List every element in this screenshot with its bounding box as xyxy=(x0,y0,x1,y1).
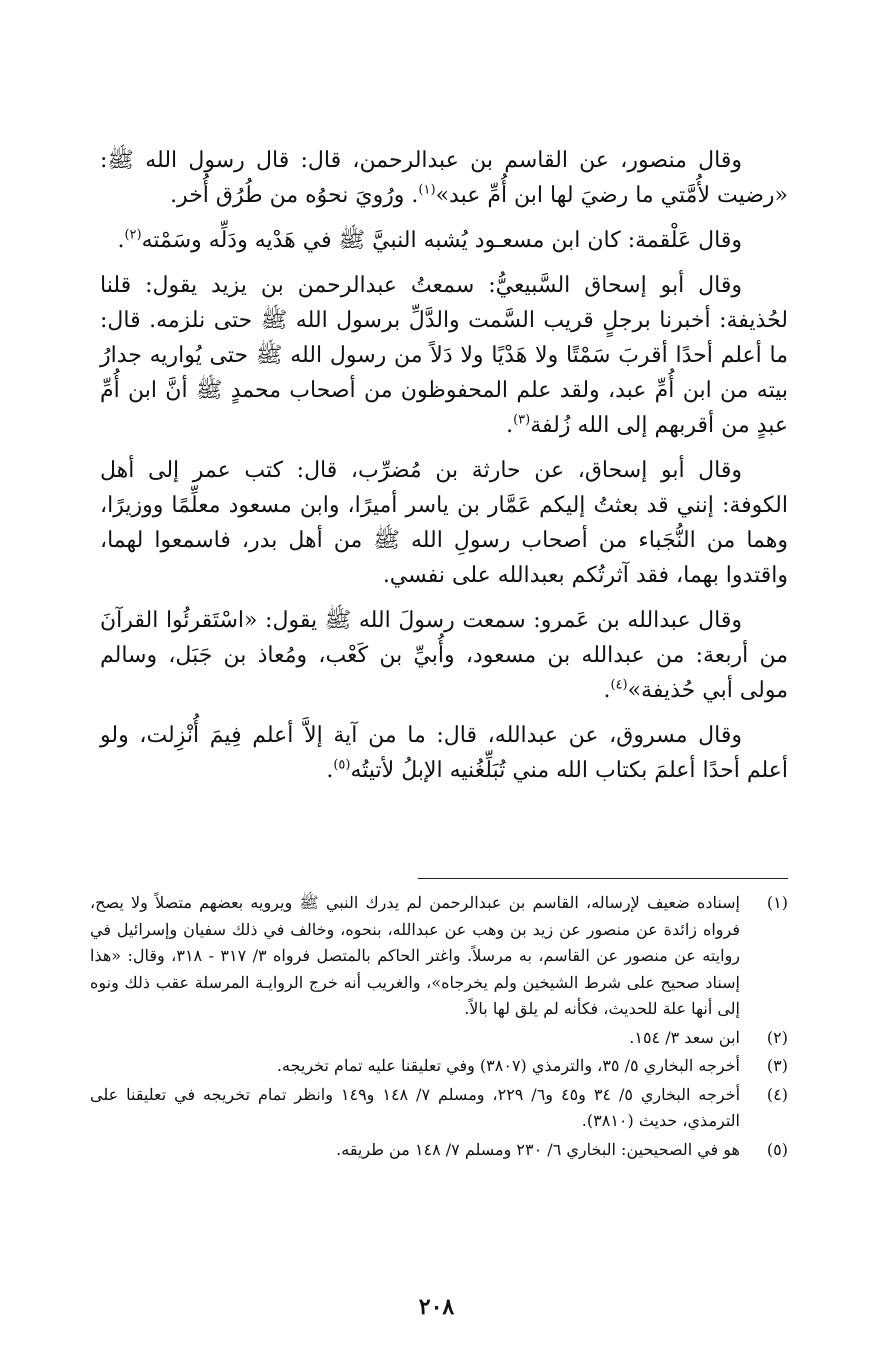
footnote xyxy=(90,1082,788,1135)
paragraph-text: وقال أبو إسحاق، عن حارثة بن مُضرِّب، قال: كتب عمر إلى أهل الكوفة: إنني قد بعثتُ إليكم عَمَّار بن ياسر أميرًا، وابن مسعود معلِّمًا ووزيرًا، وهما من النُّجَباء من أصحاب رسولِ الله ﷺ من أهل بدر، فاسمعوا لهما، واقتدوا بهما، فقد آثرتُكم بعبدالله على نفسي. xyxy=(100,458,788,588)
footnote-text: ابن سعد ٣/ ١٥٤. xyxy=(629,1027,740,1047)
footnote-number: (٢) xyxy=(766,1027,788,1047)
footnote-text: إسناده ضعيف لإرساله، القاسم بن عبدالرحمن لم يدرك النبي ﷺ ويرويه بعضهم متصلاً ولا يصح، فرواه زائدة عن منصور عن زيد بن وهب عن عبدالله، بنحوه، وخالف في ذلك سفيان وإسرائيل في روايته عن منصور عن القاسم، به مرسلاً. واغتر الحاكم بالمتصل فرواه ٣/ ٣١٧ - ٣١٨، وقال: «هذا إسناد صحيح على شرط الشيخين ولم يخرجاه»، والغريب أنه خرج الروايـة المرسلة عقب ذلك ونوه إلى أنها علة للحديث، فكأنه لم يلق لها بالاً. xyxy=(90,893,741,1018)
footnote-ref: (٤) xyxy=(610,677,628,693)
footnote-text: أخرجه البخاري ٥/ ٣٥، والترمذي (٣٨٠٧) وفي تعليقنا عليه تمام تخريجه. xyxy=(276,1056,740,1075)
footnotes xyxy=(90,890,788,1165)
paragraph xyxy=(100,603,788,708)
paragraph-text: وقال أبو إسحاق السَّبيعيُّ: سمعتُ عبدالرحمن بن يزيد يقول: قلنا لحُذيفة: أخبرنا برجلٍ قريب السَّمت والدَّلِّ برسول الله ﷺ حتى نلزمه. قال: ما أعلم أحدًا أقربَ سَمْتًا ولا هَدْيًا ولا دَلاً من رسول الله ﷺ حتى يُواريه جدارُ بيته من ابن أُمِّ عبد، ولقد علم المحفوظون من أصحاب محمدٍ ﷺ أنَّ ابن أُمِّ عبدٍ من أقربهم إلى الله زُلفة xyxy=(100,273,788,438)
page-number: ٢٠٨ xyxy=(418,1294,455,1320)
paragraph-text-end: . xyxy=(117,228,125,253)
footnote-number: (٥) xyxy=(766,1139,788,1159)
footnote-number: (١) xyxy=(766,893,788,912)
paragraph xyxy=(100,268,788,443)
footnote xyxy=(90,1053,788,1080)
footnote-ref: (٢) xyxy=(124,227,142,243)
paragraph xyxy=(100,223,788,258)
paragraph-text-end: . xyxy=(326,758,334,783)
paragraph-text: وقال عبدالله بن عَمرو: سمعت رسولَ الله ﷺ يقول: «اسْتَقرئُوا القرآنَ من أربعة: من عبدالله بن مسعود، وأُبيِّ بن كَعْب، ومُعاذ بن جَبَل، وسالم مولى أبي حُذيفة» xyxy=(100,608,788,703)
footnote-ref: (٣) xyxy=(513,412,531,428)
paragraph xyxy=(100,718,788,788)
footnote-divider xyxy=(418,878,788,879)
footnote xyxy=(90,1025,788,1052)
paragraph xyxy=(100,453,788,593)
paragraph xyxy=(100,143,788,213)
footnote xyxy=(90,1137,788,1164)
footnote-number: (٤) xyxy=(766,1084,788,1104)
footnote xyxy=(90,890,788,1023)
footnote-ref: (١) xyxy=(418,182,436,198)
paragraph-text-end: . xyxy=(603,678,611,703)
main-text xyxy=(100,143,788,798)
paragraph-text-end: . ورُويَ نحوُه من طُرُق أُخر. xyxy=(170,183,419,208)
paragraph-text: وقال عَلْقمة: كان ابن مسعـود يُشبه النبيَّ ﷺ في هَدْيه ودَلِّه وسَمْته xyxy=(141,228,742,253)
footnote-number: (٣) xyxy=(766,1056,788,1075)
footnote-text: هو في الصحيحين: البخاري ٦/ ٢٣٠ ومسلم ٧/ ١٤٨ من طريقه. xyxy=(336,1139,740,1159)
footnote-ref: (٥) xyxy=(333,757,351,773)
paragraph-text: وقال منصور، عن القاسم بن عبدالرحمن، قال: قال رسول الله ﷺ: «رضيت لأُمَّتي ما رضيَ لها ابن أُمِّ عبد» xyxy=(100,148,788,208)
paragraph-text-end: . xyxy=(506,413,514,438)
paragraph-text: وقال مسروق، عن عبدالله، قال: ما من آية إلاَّ أعلم فِيمَ أُنْزِلت، ولو أعلم أحدًا أعلمَ بكتاب الله مني تُبَلِّغُنيه الإبلُ لأتيتُه xyxy=(100,723,788,783)
footnote-text: أخرجه البخاري ٥/ ٣٤ و٤٥ و٦/ ٢٢٩، ومسلم ٧/ ١٤٨ و١٤٩ وانظر تمام تخريجه في تعليقنا على الترمذي، حديث (٣٨١٠). xyxy=(90,1084,741,1130)
